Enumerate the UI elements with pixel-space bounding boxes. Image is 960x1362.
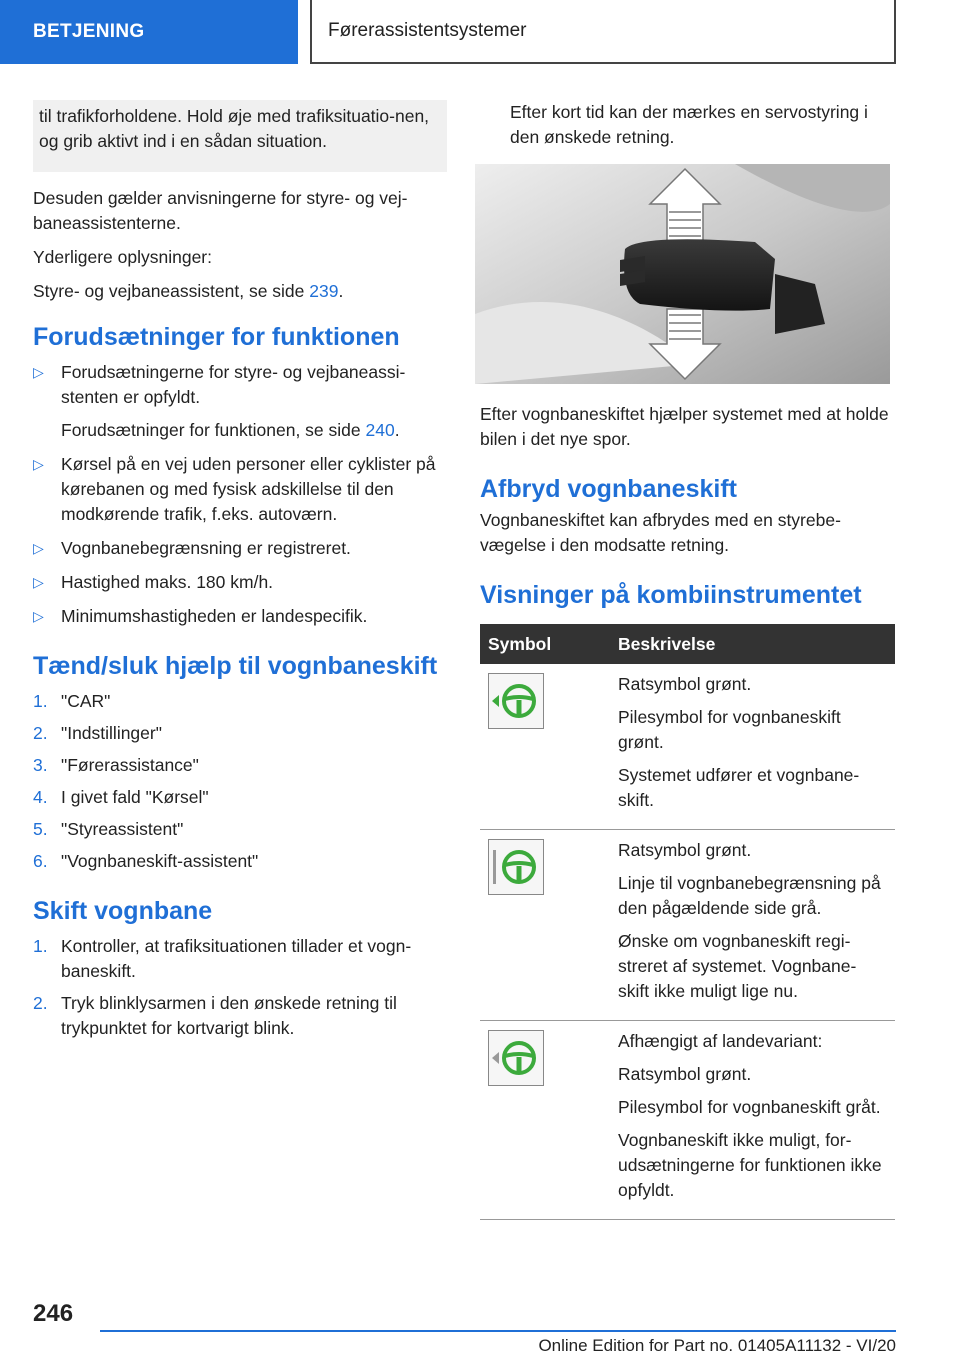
requirements-list — [33, 360, 447, 629]
list-item: 2. Tryk blinklysarmen i den ønskede retning til trykpunktet for kortvarigt blink. — [33, 993, 397, 1038]
footer-edition: Online Edition for Part no. 01405A11132 - VI/20 — [538, 1336, 896, 1355]
list-item: 3. "Førerassistance" — [33, 755, 199, 775]
column-header-description: Beskrivelse — [610, 624, 895, 664]
steering-wheel-grey-line-icon — [488, 839, 544, 895]
triangle-bullet-icon: ▷ — [33, 364, 44, 380]
list-item: ▷ Minimumshastigheden er landespecifik. — [33, 604, 447, 629]
page-number: 246 — [33, 1300, 74, 1327]
list-item: ▷ Vognbanebegrænsning er registreret. — [33, 536, 447, 561]
description-cell: Afhængigt af landevariant: Ratsymbol grønt. Pilesymbol for vognbaneskift gråt. Vognbaneskift ikke muligt, for-udsætningerne for funktionen ikke opfyldt. — [610, 1021, 895, 1220]
chapter-title-text: Førerassistentsystemer — [328, 20, 527, 41]
triangle-bullet-icon: ▷ — [33, 608, 44, 624]
heading-skift-vognbane: Skift vognbane — [33, 897, 213, 925]
lever-svg — [475, 164, 890, 384]
change-lane-steps — [33, 934, 447, 1041]
heading-forudsaetninger: Forudsætninger for funktionen — [33, 323, 400, 351]
list-item: ▷ Hastighed maks. 180 km/h. — [33, 570, 447, 595]
heading-taend-sluk: Tænd/sluk hjælp til vognbaneskift — [33, 652, 438, 680]
heading-visninger: Visninger på kombiinstrumentet — [480, 581, 862, 609]
paragraph: Desuden gælder anvisningerne for styre- og vej-baneassistenterne. — [33, 188, 408, 233]
list-item: 1. Kontroller, at trafiksituationen tillader et vogn-baneskift. — [33, 936, 412, 981]
paragraph: Efter vognbaneskiftet hjælper systemet med at holde bilen i det nye spor. — [480, 404, 889, 449]
steering-wheel-grey-arrow-icon — [488, 1030, 544, 1086]
description-cell: Ratsymbol grønt. Linje til vognbanebegrænsning på den pågældende side grå. Ønske om vognbaneskift regi-streret af systemet. Vognbane-skift ikke muligt lige nu. — [610, 830, 895, 1021]
triangle-bullet-icon: ▷ — [33, 456, 44, 472]
paragraph: Vognbaneskiftet kan afbrydes med en styrebe-vægelse i den modsatte retning. — [480, 510, 841, 555]
heading-afbryd: Afbryd vognbaneskift — [480, 475, 737, 503]
list-item: ▷ Forudsætningerne for styre- og vejbaneassi-stenten er opfyldt. Forudsætninger for funktionen, se side 240. — [33, 360, 447, 443]
section-label: BETJENING — [33, 21, 145, 42]
page-link-240[interactable]: 240 — [365, 420, 395, 440]
left-column — [33, 100, 447, 1048]
list-item: 4. I givet fald "Kørsel" — [33, 787, 209, 807]
triangle-bullet-icon: ▷ — [33, 540, 44, 556]
list-item: 2. "Indstillinger" — [33, 723, 162, 743]
list-item: 6. "Vognbaneskift-assistent" — [33, 851, 259, 871]
table-header-row — [480, 624, 895, 664]
triangle-bullet-icon: ▷ — [33, 574, 44, 590]
symbol-table — [480, 624, 895, 1220]
steering-wheel-green-arrow-icon — [488, 673, 544, 729]
symbol-cell — [480, 830, 610, 1021]
symbol-cell — [480, 664, 610, 830]
table-row — [480, 1021, 895, 1220]
table-row — [480, 664, 895, 830]
paragraph: Styre- og vejbaneassistent, se side 239. — [33, 281, 344, 301]
footer-divider — [100, 1330, 896, 1332]
list-item: 5. "Styreassistent" — [33, 819, 184, 839]
turn-signal-lever-illustration — [475, 164, 890, 384]
paragraph: Yderligere oplysninger: — [33, 247, 212, 267]
note-text: til trafikforholdene. Hold øje med trafiksituatio-nen, og grib aktivt ind i en sådan situation. — [39, 106, 430, 151]
section-tab — [0, 0, 298, 64]
table-row — [480, 830, 895, 1021]
sub-reference: Forudsætninger for funktionen, se side 240. — [61, 420, 400, 440]
symbol-cell — [480, 1021, 610, 1220]
menu-steps-list — [33, 689, 447, 874]
paragraph: Efter kort tid kan der mærkes en servostyring i den ønskede retning. — [510, 102, 868, 147]
list-item: ▷ Kørsel på en vej uden personer eller cyklister på kørebanen og med fysisk adskillelse til den modkørende trafik, f.eks. autoværn. — [33, 454, 436, 524]
page-link-239[interactable]: 239 — [309, 281, 339, 301]
column-header-symbol: Symbol — [480, 624, 610, 664]
list-item: 1. "CAR" — [33, 691, 111, 711]
chapter-title — [310, 0, 896, 64]
note-box — [33, 100, 447, 172]
right-column — [480, 100, 895, 1220]
description-cell: Ratsymbol grønt. Pilesymbol for vognbaneskift grønt. Systemet udfører et vognbane-skift. — [610, 664, 895, 830]
